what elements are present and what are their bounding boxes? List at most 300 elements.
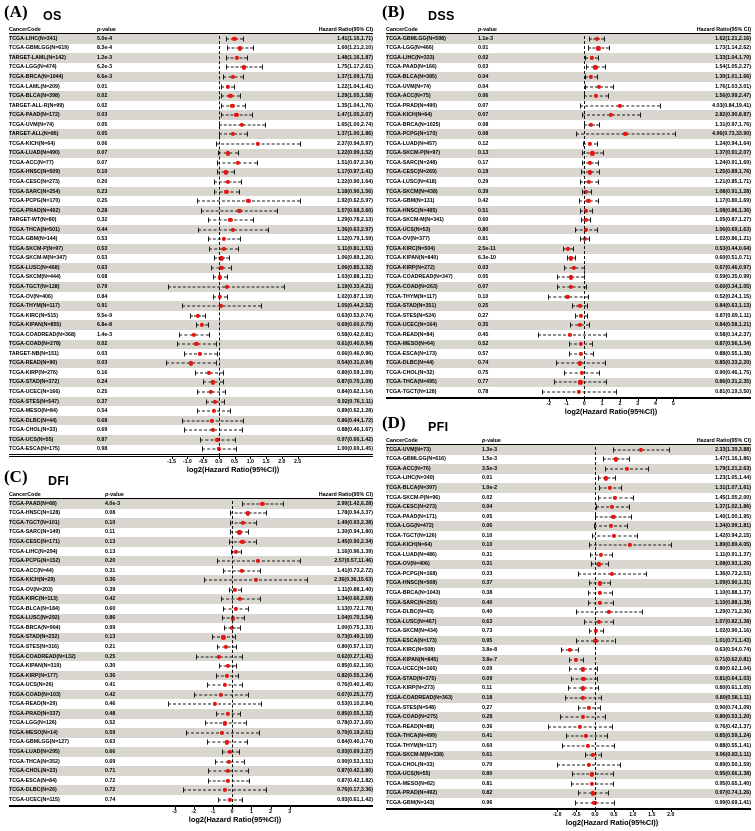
ci-lower-cap xyxy=(585,55,586,60)
hazard-ratio-point xyxy=(625,467,629,471)
ci-plot-cell xyxy=(540,645,684,655)
ci-upper-cap xyxy=(234,170,235,175)
axis-title: log2(Hazard Ratio(95%CI)) xyxy=(564,407,658,417)
ci-lower-cap xyxy=(208,237,209,242)
ci-upper-cap xyxy=(217,351,218,356)
ci-lower-cap xyxy=(548,724,549,729)
table-row xyxy=(9,177,373,187)
ci-lower-cap xyxy=(179,332,180,337)
ci-upper-cap xyxy=(620,762,621,767)
panel-c-title: DFI xyxy=(48,474,70,488)
pvalue-cell: 0.05 xyxy=(97,131,108,138)
cancer-code-cell: TCGA-LIHC(N=340) xyxy=(386,475,435,482)
pvalue-cell: 0.10 xyxy=(105,519,116,526)
hazard-ratio-point xyxy=(568,333,572,337)
hazard-ratio-cell: 0.89(0.50,1.59) xyxy=(715,761,751,768)
ci-plot-cell xyxy=(163,594,307,604)
pvalue-cell: 0.72 xyxy=(105,777,116,784)
table-row xyxy=(9,82,373,92)
hazard-ratio-point xyxy=(237,209,241,213)
table-row xyxy=(386,617,751,627)
ci-plot-cell xyxy=(163,699,307,709)
ci-upper-cap xyxy=(209,332,210,337)
confidence-interval-marker xyxy=(163,766,307,776)
ci-upper-cap xyxy=(600,705,601,710)
table-row xyxy=(386,798,751,808)
cancer-code-cell: TARGET-ALL(N=86) xyxy=(9,131,59,138)
hazard-ratio-cell: 0.80(0.61,1.05) xyxy=(715,685,751,692)
ci-upper-cap xyxy=(223,380,224,385)
ci-lower-cap xyxy=(223,568,224,573)
cancer-code-cell: TCGA-SKCM(N=434) xyxy=(386,628,438,635)
cancer-code-cell: TCGA-LGG(N=474) xyxy=(9,64,57,71)
ci-plot-cell xyxy=(538,91,684,101)
ci-upper-cap xyxy=(642,610,643,615)
panel-c-tag: (C) xyxy=(4,467,28,486)
forest-table xyxy=(386,438,751,809)
pvalue-cell: 0.37 xyxy=(482,580,493,587)
table-row xyxy=(9,776,373,786)
cancer-code-cell: TCGA-STES(N=547) xyxy=(9,398,59,405)
cancer-code-cell: TCGA-COADREAD(N=363) xyxy=(386,694,453,701)
hazard-ratio-point xyxy=(578,380,582,384)
hazard-ratio-point xyxy=(226,151,230,155)
hazard-ratio-cell: 1.05(0.87,1.27) xyxy=(715,217,751,224)
cancer-code-cell: TCGA-KIPAN(N=845) xyxy=(386,656,439,663)
axis-title: log2(Hazard Ratio(95%CI)) xyxy=(188,815,282,824)
column-header-cancer-code: CancerCode xyxy=(386,27,478,34)
hazard-ratio-cell: 0.80(0.57,1.13) xyxy=(337,643,373,650)
pvalue-cell: 0.02 xyxy=(482,494,493,501)
ci-lower-cap xyxy=(582,160,583,165)
hazard-ratio-cell: 1.01(0.71,1.43) xyxy=(715,637,751,644)
ci-lower-cap xyxy=(538,332,539,337)
confidence-interval-marker xyxy=(159,206,307,216)
hazard-ratio-point xyxy=(226,180,230,184)
ci-upper-cap xyxy=(598,199,599,204)
cancer-code-cell: TCGA-SARC(N=250) xyxy=(386,599,438,606)
table-row xyxy=(386,234,751,244)
table-row xyxy=(9,139,373,149)
confidence-interval-marker xyxy=(540,502,684,512)
confidence-interval-marker xyxy=(159,234,307,244)
hazard-ratio-point xyxy=(233,588,237,592)
table-row xyxy=(9,263,373,273)
table-row xyxy=(386,72,751,82)
table-row xyxy=(9,556,373,566)
pvalue-cell: 0.60 xyxy=(478,217,489,224)
ci-upper-cap xyxy=(243,418,244,423)
ci-lower-cap xyxy=(229,587,230,592)
pvalue-cell: 0.03 xyxy=(97,350,108,357)
axis-ticks-group xyxy=(163,806,307,828)
cancer-code-cell: TCGA-READ(N=88) xyxy=(386,723,435,730)
ci-plot-cell xyxy=(159,254,307,264)
hazard-ratio-cell: 0.99(0.69,1.41) xyxy=(684,798,751,808)
hazard-ratio-point xyxy=(623,132,627,136)
cancer-code-cell: TCGA-THCA(N=499) xyxy=(386,733,437,740)
confidence-interval-marker xyxy=(159,129,307,139)
ci-upper-cap xyxy=(261,702,262,707)
cancer-code-cell: TCGA-CESC(N=273) xyxy=(9,178,60,185)
table-row xyxy=(9,72,373,82)
pvalue-cell: 0.04 xyxy=(478,73,489,80)
cancer-code-cell: TCGA-HNSC(N=128) xyxy=(9,510,61,517)
cancer-code-cell: TCGA-KIRC(N=504) xyxy=(386,245,436,252)
hazard-ratio-cell: 4.03(0.84,19.41) xyxy=(712,102,751,109)
confidence-interval-marker xyxy=(538,301,684,311)
hazard-ratio-cell: 0.76(0.42,1.37) xyxy=(715,723,751,730)
hazard-ratio-cell: 1.36(0.63,2.97) xyxy=(337,226,373,233)
ci-lower-cap xyxy=(566,734,567,739)
confidence-interval-marker xyxy=(159,378,307,388)
hazard-ratio-cell: 1.08(0.93,1.26) xyxy=(715,561,751,568)
confidence-interval-marker xyxy=(540,540,684,550)
hazard-ratio-cell: 1.02(0.87,1.19) xyxy=(337,293,373,300)
cancer-code-cell: TCGA-UVM(N=74) xyxy=(9,121,54,128)
ci-upper-cap xyxy=(593,351,594,356)
dfi-forest-table-host xyxy=(9,492,373,824)
axis-tick-label: 0.0 xyxy=(591,812,599,819)
hazard-ratio-cell: 1.54(1.05,2.27) xyxy=(715,64,751,71)
table-row xyxy=(386,464,751,474)
hazard-ratio-cell: 1.37(1.09,1.71) xyxy=(337,73,373,80)
ci-plot-cell xyxy=(159,425,307,435)
ci-plot-cell xyxy=(163,766,307,776)
table-row xyxy=(386,512,751,522)
cancer-code-cell: TCGA-PRAD(N=337) xyxy=(9,710,61,717)
hazard-ratio-cell: 0.80(0.58,1.11) xyxy=(715,694,751,701)
cancer-code-cell: TCGA-COADREAD(N=368) xyxy=(9,331,76,338)
table-row xyxy=(9,187,373,197)
ci-upper-cap xyxy=(590,218,591,223)
hazard-ratio-point xyxy=(609,524,613,528)
pvalue-cell: 0.11 xyxy=(482,685,493,692)
ci-plot-cell xyxy=(538,139,684,149)
ci-upper-cap xyxy=(612,724,613,729)
ci-lower-cap xyxy=(565,695,566,700)
hazard-ratio-point xyxy=(589,75,593,79)
hazard-ratio-point xyxy=(221,635,225,639)
hazard-ratio-point xyxy=(231,75,235,79)
hazard-ratio-point xyxy=(581,686,585,690)
confidence-interval-marker xyxy=(163,785,307,795)
cancer-code-cell: TCGA-UCS(N=55) xyxy=(386,771,431,778)
cancer-code-cell: TCGA-GBMLGG(N=616) xyxy=(386,456,446,463)
pvalue-cell: 0.41 xyxy=(482,733,493,740)
pvalue-cell: 0.66 xyxy=(105,748,116,755)
cancer-code-cell: TCGA-ESCA(N=173) xyxy=(386,637,437,644)
ci-plot-cell xyxy=(538,129,684,139)
hazard-ratio-point xyxy=(235,56,239,60)
pvalue-cell: 2.5e-11 xyxy=(478,245,496,252)
ci-plot-cell xyxy=(163,509,307,519)
ci-plot-cell xyxy=(538,340,684,350)
pvalue-cell: 0.25 xyxy=(97,389,108,395)
hazard-ratio-point xyxy=(238,46,242,50)
confidence-interval-marker xyxy=(540,693,684,703)
hazard-ratio-point xyxy=(238,597,242,601)
confidence-interval-marker xyxy=(163,699,307,709)
hazard-ratio-point xyxy=(196,314,200,318)
hazard-ratio-point xyxy=(569,256,573,260)
table-row xyxy=(9,349,373,359)
cancer-code-cell: TCGA-READ(N=29) xyxy=(9,701,58,708)
table-row xyxy=(386,665,751,675)
hazard-ratio-point xyxy=(234,113,238,117)
ci-lower-cap xyxy=(571,781,572,786)
hazard-ratio-cell: 1.16(0.96,1.39) xyxy=(337,548,373,555)
ci-lower-cap xyxy=(184,351,185,356)
column-header-cancer-code: CancerCode xyxy=(9,27,97,34)
ci-upper-cap xyxy=(259,730,260,735)
hazard-ratio-cell: 1.47(1.16,1.86) xyxy=(715,456,751,463)
hazard-ratio-cell: 0.73(0.49,1.10) xyxy=(337,634,373,641)
x-axis xyxy=(386,398,751,420)
pvalue-cell: 0.60 xyxy=(105,605,116,612)
cancer-code-cell: TCGA-COAD(N=103) xyxy=(9,691,61,698)
pvalue-cell: 0.36 xyxy=(105,672,116,679)
ci-upper-cap xyxy=(592,342,593,347)
cancer-code-cell: TCGA-COAD(N=275) xyxy=(386,714,438,721)
ci-upper-cap xyxy=(238,151,239,156)
axis-tick-label: 1 xyxy=(600,401,604,408)
confidence-interval-marker xyxy=(538,91,684,101)
ci-upper-cap xyxy=(240,94,241,99)
ci-plot-cell xyxy=(163,556,307,566)
ci-plot-cell xyxy=(163,738,307,748)
ci-upper-cap xyxy=(598,686,599,691)
column-header-pvalue: p-value xyxy=(482,438,540,445)
forest-table xyxy=(9,492,373,806)
hazard-ratio-point xyxy=(595,37,599,41)
table-row xyxy=(386,273,751,283)
confidence-interval-marker xyxy=(540,789,684,799)
table-row xyxy=(9,397,373,407)
hazard-ratio-cell: 0.95(0.66,1.38) xyxy=(715,771,751,778)
table-row xyxy=(9,53,373,63)
ci-lower-cap xyxy=(215,759,216,764)
ci-lower-cap xyxy=(190,313,191,318)
hazard-ratio-cell: 1.18(0.90,1.56) xyxy=(337,188,373,195)
ci-lower-cap xyxy=(557,275,558,280)
ci-plot-cell xyxy=(163,528,307,538)
table-row xyxy=(9,766,373,776)
hazard-ratio-point xyxy=(232,37,236,41)
ci-plot-cell xyxy=(540,770,684,780)
cancer-code-cell: TCGA-PAAD(N=166) xyxy=(386,64,437,71)
table-row xyxy=(386,129,751,139)
cancer-code-cell: TCGA-PCPG(N=152) xyxy=(9,558,61,565)
ci-plot-cell xyxy=(540,569,684,579)
confidence-interval-marker xyxy=(159,311,307,321)
confidence-interval-marker xyxy=(538,196,684,206)
confidence-interval-marker xyxy=(163,614,307,624)
confidence-interval-marker xyxy=(540,607,684,617)
hazard-ratio-point xyxy=(579,342,583,346)
ci-lower-cap xyxy=(217,559,218,564)
hazard-ratio-cell: 1.41(1.16,1.71) xyxy=(337,35,373,42)
hazard-ratio-cell: 1.79(1.21,2.63) xyxy=(715,465,751,472)
hazard-ratio-point xyxy=(579,352,583,356)
table-row xyxy=(386,187,751,197)
column-header-hazard-ratio: Hazard Ratio(95% CI) xyxy=(684,438,751,445)
ci-upper-cap xyxy=(247,55,248,60)
pvalue-cell: 0.08 xyxy=(478,131,489,138)
table-row xyxy=(9,129,373,139)
ci-plot-cell xyxy=(159,378,307,388)
hazard-ratio-cell: 1.31(1.07,1.61) xyxy=(715,484,751,491)
hazard-ratio-cell: 0.88(0.55,1.38) xyxy=(715,350,751,357)
hazard-ratio-cell: 1.60(1.21,2.10) xyxy=(337,45,373,52)
ci-lower-cap xyxy=(562,743,563,748)
confidence-interval-marker xyxy=(540,665,684,675)
ci-upper-cap xyxy=(675,132,676,137)
table-row xyxy=(386,387,751,397)
pvalue-cell: 0.44 xyxy=(97,226,108,233)
ci-lower-cap xyxy=(229,539,230,544)
confidence-interval-marker xyxy=(538,254,684,264)
ci-lower-cap xyxy=(575,313,576,318)
confidence-interval-marker xyxy=(159,53,307,63)
confidence-interval-marker xyxy=(540,731,684,741)
ci-plot-cell xyxy=(159,34,307,44)
cancer-code-cell: TCGA-KICH(N=64) xyxy=(9,140,56,147)
table-row xyxy=(386,751,751,761)
confidence-interval-marker xyxy=(538,225,684,235)
confidence-interval-marker xyxy=(159,215,307,225)
ci-plot-cell xyxy=(538,368,684,378)
pvalue-cell: 0.20 xyxy=(97,178,108,185)
ci-plot-cell xyxy=(159,406,307,416)
ci-plot-cell xyxy=(163,795,307,805)
ci-upper-cap xyxy=(613,772,614,777)
axis-tick-label: -1.0 xyxy=(552,812,562,819)
cancer-code-cell: TCGA-KICH(N=29) xyxy=(9,577,56,584)
hazard-ratio-cell: 0.67(0.25,1.77) xyxy=(337,691,373,698)
ci-lower-cap xyxy=(589,36,590,41)
pvalue-cell: 0.36 xyxy=(482,723,493,730)
cancer-code-cell: TCGA-HNSC(N=508) xyxy=(386,580,438,587)
ci-plot-cell xyxy=(540,521,684,531)
confidence-interval-marker xyxy=(540,550,684,560)
hazard-ratio-cell: 1.57(0.68,3.60) xyxy=(337,207,373,214)
ci-plot-cell xyxy=(540,474,684,484)
confidence-interval-marker xyxy=(159,187,307,197)
ci-upper-cap xyxy=(589,237,590,242)
table-row xyxy=(386,82,751,92)
pvalue-cell: 0.70 xyxy=(482,761,493,768)
hazard-ratio-point xyxy=(224,645,228,649)
ci-plot-cell xyxy=(538,349,684,359)
hazard-ratio-point xyxy=(256,559,260,563)
ci-lower-cap xyxy=(186,730,187,735)
hazard-ratio-point xyxy=(598,581,602,585)
hazard-ratio-point xyxy=(572,266,576,270)
pvalue-cell: 0.28 xyxy=(482,714,493,721)
hazard-ratio-cell: 1.25(0.89,1.76) xyxy=(715,169,751,176)
table-row xyxy=(9,661,373,671)
cancer-code-cell: TCGA-CHOL(N=23) xyxy=(9,768,58,775)
table-row xyxy=(386,320,751,330)
x-axis xyxy=(9,806,373,828)
table-row xyxy=(9,671,373,681)
ci-lower-cap xyxy=(230,520,231,525)
confidence-interval-marker xyxy=(159,177,307,187)
cancer-code-cell: TCGA-GBMLGG(N=127) xyxy=(9,739,69,746)
cancer-code-cell: TCGA-TGCT(N=101) xyxy=(9,519,60,526)
hazard-ratio-cell: 1.48(1.16,1.87) xyxy=(337,54,373,61)
hazard-ratio-cell: 1.05(0.44,2.52) xyxy=(337,303,373,310)
ci-lower-cap xyxy=(576,638,577,643)
axis-tick-label: 2 xyxy=(618,401,622,408)
ci-plot-cell xyxy=(163,585,307,595)
ci-upper-cap xyxy=(242,428,243,433)
table-row xyxy=(386,502,751,512)
ci-lower-cap xyxy=(592,533,593,538)
hazard-ratio-point xyxy=(590,56,594,60)
table-row xyxy=(386,196,751,206)
ci-lower-cap xyxy=(585,753,586,758)
hazard-ratio-point xyxy=(226,664,230,668)
confidence-interval-marker xyxy=(538,34,684,44)
ci-lower-cap xyxy=(582,151,583,156)
axis-title: log2(Hazard Ratio(95%CI)) xyxy=(565,818,659,828)
hazard-ratio-cell: 0.85(0.59,1.24) xyxy=(715,733,751,740)
column-header-pvalue: p-value xyxy=(97,27,159,34)
ci-upper-cap xyxy=(606,332,607,337)
hazard-ratio-point xyxy=(597,562,601,566)
ci-plot-cell xyxy=(540,588,684,598)
null-effect-reference-line xyxy=(595,447,596,810)
cancer-code-cell: TCGA-KIPAN(N=840) xyxy=(386,255,439,262)
hazard-ratio-point xyxy=(210,380,214,384)
table-row xyxy=(386,540,751,550)
ci-upper-cap xyxy=(249,778,250,783)
ci-upper-cap xyxy=(597,227,598,232)
hazard-ratio-cell: 1.22(0.99,1.52) xyxy=(337,150,373,157)
table-row xyxy=(386,693,751,703)
ci-plot-cell xyxy=(540,665,684,675)
hazard-ratio-point xyxy=(590,782,594,786)
ci-plot-cell xyxy=(538,110,684,120)
cancer-code-cell: TCGA-LUSC(N=292) xyxy=(9,615,60,622)
hazard-ratio-cell: 1.22(1.04,1.41) xyxy=(337,83,373,90)
ci-upper-cap xyxy=(612,552,613,557)
hazard-ratio-point xyxy=(234,549,238,553)
panel-d-title: PFI xyxy=(428,420,449,434)
table-row xyxy=(386,760,751,770)
hazard-ratio-point xyxy=(618,104,622,108)
ci-lower-cap xyxy=(200,437,201,442)
cancer-code-cell: TCGA-SKCM-M(N=341) xyxy=(386,217,444,224)
ci-upper-cap xyxy=(307,578,308,583)
confidence-interval-marker xyxy=(159,320,307,330)
cancer-code-cell: TCGA-LGG(N=466) xyxy=(386,45,434,52)
cancer-code-cell: TCGA-ESCA(N=173) xyxy=(386,350,437,357)
table-row xyxy=(386,311,751,321)
ci-lower-cap xyxy=(578,571,579,576)
confidence-interval-marker xyxy=(540,617,684,627)
hazard-ratio-point xyxy=(568,648,572,652)
pvalue-cell: 0.10 xyxy=(482,542,493,549)
cancer-code-cell: TCGA-PCPG(N=170) xyxy=(386,131,438,138)
ci-plot-cell xyxy=(163,614,307,624)
confidence-interval-marker xyxy=(163,623,307,633)
ci-lower-cap xyxy=(211,265,212,270)
cancer-code-cell: TCGA-UCEC(N=166) xyxy=(386,666,438,673)
ci-plot-cell xyxy=(163,604,307,614)
